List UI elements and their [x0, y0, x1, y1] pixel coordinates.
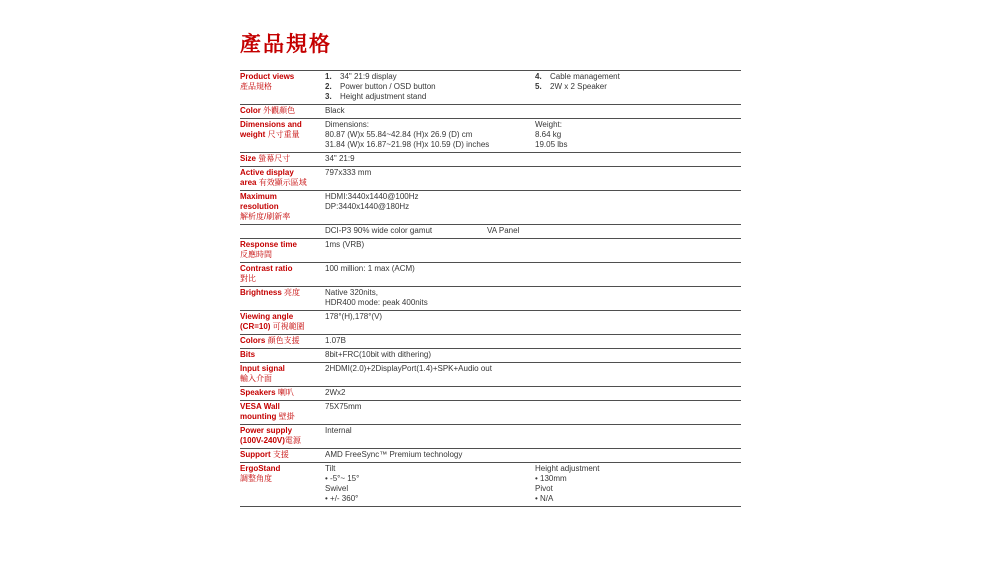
row-label-en: ErgoStand	[240, 464, 281, 473]
row-label-line	[240, 168, 325, 178]
row-label-en: Contrast ratio	[240, 264, 293, 273]
numbered-item	[325, 82, 535, 92]
row-label	[240, 264, 325, 284]
value-line: 8bit+FRC(10bit with dithering)	[325, 350, 432, 359]
value-line: Weight:	[535, 120, 562, 129]
row-label	[240, 106, 325, 116]
value-line: 1.07B	[325, 336, 346, 345]
row-label-en: Active display	[240, 168, 294, 177]
row-content	[325, 402, 741, 422]
row-value-secondary	[535, 120, 741, 150]
value-line: 178°(H),178°(V)	[325, 312, 383, 321]
spec-row	[240, 238, 741, 262]
row-label	[240, 192, 325, 222]
row-label-en: Bits	[240, 350, 256, 359]
row-label-line	[240, 288, 325, 298]
value-line: 2HDMI(2.0)+2DisplayPort(1.4)+SPK+Audio out	[325, 364, 492, 373]
row-content	[325, 288, 741, 308]
value-line: DCI-P3 90% wide color gamut	[325, 226, 433, 235]
row-label-line	[240, 274, 325, 284]
row-value-primary	[325, 240, 741, 260]
numbered-item	[325, 92, 535, 102]
row-label-en: Response time	[240, 240, 297, 249]
spec-row	[240, 262, 741, 286]
value-line: 797x333 mm	[325, 168, 372, 177]
value-line: 8.64 kg	[535, 130, 562, 139]
row-label-zh: 外觀顏色	[260, 106, 296, 115]
row-label-zh: 電源	[284, 436, 301, 445]
row-value-primary	[325, 168, 741, 188]
row-label-en: Product views	[240, 72, 295, 81]
row-value-primary	[325, 264, 741, 284]
value-line: Pivot	[535, 484, 553, 493]
row-value-primary	[325, 192, 741, 222]
spec-row	[240, 118, 741, 152]
spec-row	[240, 386, 741, 400]
row-label-en: Size	[240, 154, 257, 163]
spec-row	[240, 224, 741, 238]
row-label	[240, 72, 325, 102]
row-label	[240, 240, 325, 260]
row-value-primary	[325, 350, 741, 360]
value-line: 19.05 lbs	[535, 140, 568, 149]
spec-row	[240, 166, 741, 190]
row-label-line	[240, 322, 325, 332]
row-value-primary	[325, 120, 535, 150]
value-line: AMD FreeSync™ Premium technology	[325, 450, 463, 459]
value-line: Native 320nits,	[325, 288, 378, 297]
row-label-line	[240, 426, 325, 436]
row-label-zh: 尺寸重量	[265, 130, 300, 139]
value-line: VA Panel	[487, 226, 520, 235]
row-content	[325, 168, 741, 188]
row-label	[240, 388, 325, 398]
row-label-en: weight	[240, 130, 266, 139]
row-label	[240, 120, 325, 150]
spec-row	[240, 152, 741, 166]
row-label-line	[240, 240, 325, 250]
row-label-zh: 對比	[240, 274, 256, 283]
row-label-line	[240, 312, 325, 322]
row-label	[240, 350, 325, 360]
value-line: HDMI:3440x1440@100Hz	[325, 192, 419, 201]
value-line: 80.87 (W)x 55.84~42.84 (H)x 26.9 (D) cm	[325, 130, 473, 139]
spec-row	[240, 286, 741, 310]
item-number: 2.	[325, 82, 332, 91]
row-value-primary	[325, 364, 741, 384]
row-content	[325, 464, 741, 504]
value-line: Black	[325, 106, 345, 115]
row-label-line	[240, 106, 325, 116]
row-label-zh: 支援	[270, 450, 289, 459]
value-line: • N/A	[535, 494, 554, 503]
row-value-primary	[325, 450, 741, 460]
spec-row	[240, 424, 741, 448]
spec-row	[240, 462, 741, 506]
row-label-zh: 亮度	[281, 288, 301, 297]
row-content	[325, 192, 741, 222]
spec-row	[240, 190, 741, 224]
row-label-en: Viewing angle	[240, 312, 294, 321]
row-value-primary	[325, 402, 741, 422]
value-line: • -5°~ 15°	[325, 474, 360, 483]
row-content	[325, 240, 741, 260]
item-text: 2W x 2 Speaker	[550, 82, 607, 91]
row-label-line	[240, 464, 325, 474]
row-content	[325, 336, 741, 346]
row-content	[325, 350, 741, 360]
row-value-primary	[325, 106, 741, 116]
row-label-line	[240, 192, 325, 202]
row-label-line	[240, 250, 325, 260]
value-line: 31.84 (W)x 16.87~21.98 (H)x 10.59 (D) inches	[325, 140, 490, 149]
row-value-secondary	[535, 72, 741, 102]
row-label-zh: 可視範圍	[270, 322, 305, 331]
item-text: Height adjustment stand	[340, 92, 427, 101]
row-label	[240, 364, 325, 384]
row-label-en: Maximum	[240, 192, 277, 201]
row-label	[240, 154, 325, 164]
page-title: 產品規格	[240, 33, 332, 56]
row-label-zh: 顏色支援	[265, 336, 300, 345]
row-label-line	[240, 154, 325, 164]
row-label	[240, 426, 325, 446]
value-line: • 130mm	[535, 474, 567, 483]
row-value-secondary	[535, 464, 741, 504]
value-line: HDR400 mode: peak 400nits	[325, 298, 428, 307]
row-content	[325, 426, 741, 446]
row-label-en: (100V-240V)	[240, 436, 285, 445]
row-label-en: Dimensions and	[240, 120, 302, 129]
row-label-zh: 解析度/刷新率	[240, 212, 291, 221]
spec-row	[240, 104, 741, 118]
row-label-line	[240, 450, 325, 460]
row-label-zh: 調整角度	[240, 474, 272, 483]
row-label-zh: 有效顯示區域	[256, 178, 307, 187]
spec-table	[240, 70, 741, 507]
row-label-line	[240, 82, 325, 92]
item-number: 1.	[325, 72, 332, 81]
row-label-en: (CR=10)	[240, 322, 271, 331]
row-label-line	[240, 212, 325, 222]
row-label-zh: 輸入介面	[240, 374, 272, 383]
numbered-item	[535, 82, 741, 92]
value-line: Swivel	[325, 484, 349, 493]
value-line: Dimensions:	[325, 120, 370, 129]
row-label-zh: 壁掛	[276, 412, 295, 421]
row-value-secondary	[487, 226, 741, 236]
row-label-line	[240, 178, 325, 188]
row-label-en: VESA Wall	[240, 402, 280, 411]
row-label-line	[240, 374, 325, 384]
row-value-primary	[325, 336, 741, 346]
value-line: Height adjustment	[535, 464, 600, 473]
row-label	[240, 402, 325, 422]
spec-sheet	[240, 33, 741, 507]
spec-row	[240, 400, 741, 424]
spec-row	[240, 362, 741, 386]
row-value-primary	[325, 312, 741, 332]
row-label-en: mounting	[240, 412, 277, 421]
value-line: 100 million: 1 max (ACM)	[325, 264, 415, 273]
row-content	[325, 312, 741, 332]
value-line: 2Wx2	[325, 388, 346, 397]
row-content	[325, 226, 741, 236]
row-content	[325, 72, 741, 102]
row-value-primary	[325, 154, 741, 164]
spec-row	[240, 348, 741, 362]
row-label-line	[240, 402, 325, 412]
row-label-line	[240, 264, 325, 274]
spec-row	[240, 310, 741, 334]
value-line: Tilt	[325, 464, 336, 473]
row-value-primary	[325, 288, 741, 308]
item-number: 5.	[535, 82, 542, 91]
row-label-en: Color	[240, 106, 261, 115]
row-label	[240, 168, 325, 188]
row-label-zh: 反應時間	[240, 250, 272, 259]
row-label-zh: 螢幕尺寸	[256, 154, 291, 163]
item-number: 4.	[535, 72, 542, 81]
row-label-line	[240, 388, 325, 398]
row-label-line	[240, 412, 325, 422]
row-label-en: Brightness	[240, 288, 282, 297]
row-label-zh: 產品規格	[240, 82, 272, 91]
row-content	[325, 388, 741, 398]
row-content	[325, 120, 741, 150]
value-line: 34" 21:9	[325, 154, 355, 163]
row-label	[240, 312, 325, 332]
row-content	[325, 450, 741, 460]
item-number: 3.	[325, 92, 332, 101]
value-line: 1ms (VRB)	[325, 240, 365, 249]
numbered-item	[325, 72, 535, 82]
row-label-line	[240, 350, 325, 360]
row-label	[240, 464, 325, 504]
spec-row	[240, 70, 741, 104]
row-label-en: resolution	[240, 202, 279, 211]
spec-row	[240, 448, 741, 462]
row-label-en: Input signal	[240, 364, 285, 373]
row-label-zh: 喇叭	[275, 388, 294, 397]
row-value-primary	[325, 426, 741, 446]
value-line: DP:3440x1440@180Hz	[325, 202, 410, 211]
value-line: Internal	[325, 426, 352, 435]
row-label	[240, 450, 325, 460]
row-label-line	[240, 120, 325, 130]
row-content	[325, 154, 741, 164]
row-label-en: Speakers	[240, 388, 276, 397]
numbered-item	[535, 72, 741, 82]
item-text: 34" 21:9 display	[340, 72, 397, 81]
row-label-line	[240, 364, 325, 374]
value-line: 75X75mm	[325, 402, 362, 411]
row-label-en: area	[240, 178, 257, 187]
spec-row	[240, 334, 741, 348]
row-content	[325, 264, 741, 284]
row-label-line	[240, 474, 325, 484]
value-line: • +/- 360°	[325, 494, 359, 503]
row-label-en: Support	[240, 450, 271, 459]
row-value-primary	[325, 226, 487, 236]
row-label-line	[240, 202, 325, 212]
row-content	[325, 106, 741, 116]
item-text: Cable management	[550, 72, 620, 81]
row-label-en: Power supply	[240, 426, 293, 435]
row-label-line	[240, 72, 325, 82]
row-value-primary	[325, 388, 741, 398]
row-label	[240, 336, 325, 346]
row-label	[240, 288, 325, 308]
row-label	[240, 226, 325, 236]
row-label-en: Colors	[240, 336, 266, 345]
row-value-primary	[325, 464, 535, 504]
row-label-line	[240, 336, 325, 346]
row-content	[325, 364, 741, 384]
row-label-line	[240, 130, 325, 140]
row-value-primary	[325, 72, 535, 102]
item-text: Power button / OSD button	[340, 82, 436, 91]
row-label-line	[240, 436, 325, 446]
